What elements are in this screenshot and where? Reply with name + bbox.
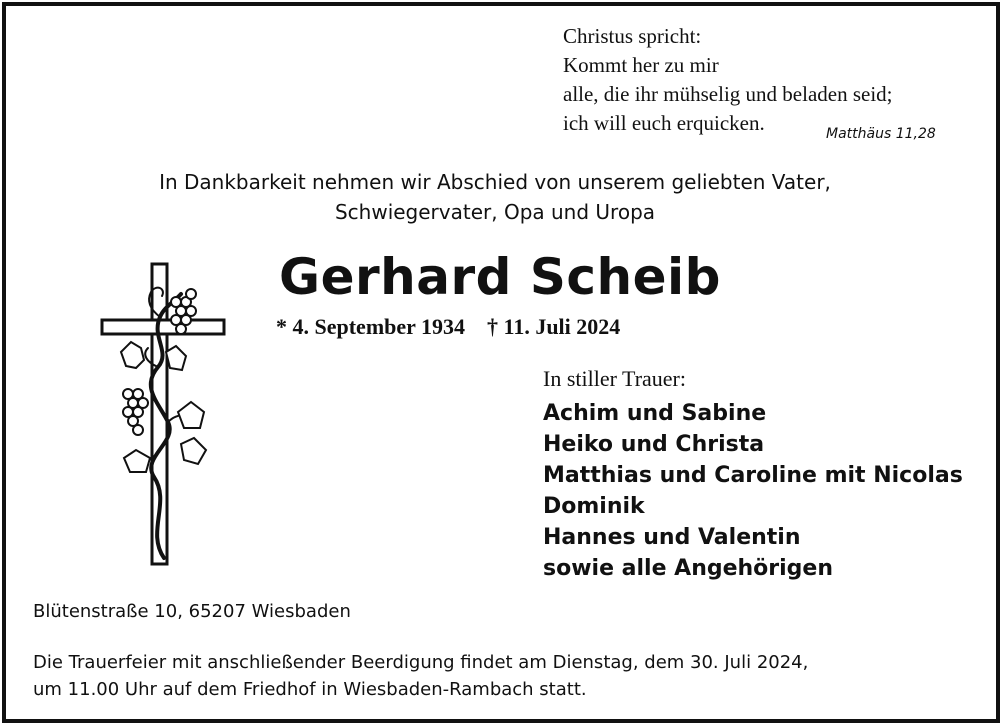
birth-date: * 4. September 1934	[276, 314, 466, 339]
mourner-name: sowie alle Angehörigen	[543, 556, 834, 581]
mourners-list	[543, 398, 963, 584]
mourner-name: Achim und Sabine	[543, 401, 767, 426]
intro-text	[0, 167, 990, 227]
mourner-name: Matthias und Caroline mit Nicolas	[543, 463, 963, 488]
bible-quote	[563, 22, 893, 138]
life-dates	[276, 314, 620, 340]
quote-line: ich will euch erquicken.	[563, 111, 765, 135]
quote-line: alle, die ihr mühselig und beladen seid;	[563, 82, 893, 106]
quote-line: Christus spricht:	[563, 24, 702, 48]
mourners-heading: In stiller Trauer:	[543, 366, 686, 391]
mourner-name: Dominik	[543, 494, 645, 519]
mourner-name: Heiko und Christa	[543, 432, 765, 457]
death-date: † 11. Juli 2024	[487, 314, 621, 339]
quote-line: Kommt her zu mir	[563, 53, 719, 77]
deceased-name: Gerhard Scheib	[279, 248, 721, 306]
family-address: Blütenstraße 10, 65207 Wiesbaden	[33, 601, 351, 622]
service-line: Die Trauerfeier mit anschließender Beerdigung findet am Dienstag, dem 30. Juli 2024,	[33, 652, 809, 673]
cross-with-grapevine-icon	[96, 262, 231, 568]
mourner-name: Hannes und Valentin	[543, 525, 801, 550]
intro-line: In Dankbarkeit nehmen wir Abschied von unserem geliebten Vater,	[159, 170, 831, 194]
quote-reference: Matthäus 11,28	[826, 126, 936, 142]
service-line: um 11.00 Uhr auf dem Friedhof in Wiesbaden-Rambach statt.	[33, 679, 587, 700]
intro-line: Schwiegervater, Opa und Uropa	[334, 200, 656, 224]
service-details	[33, 649, 808, 703]
